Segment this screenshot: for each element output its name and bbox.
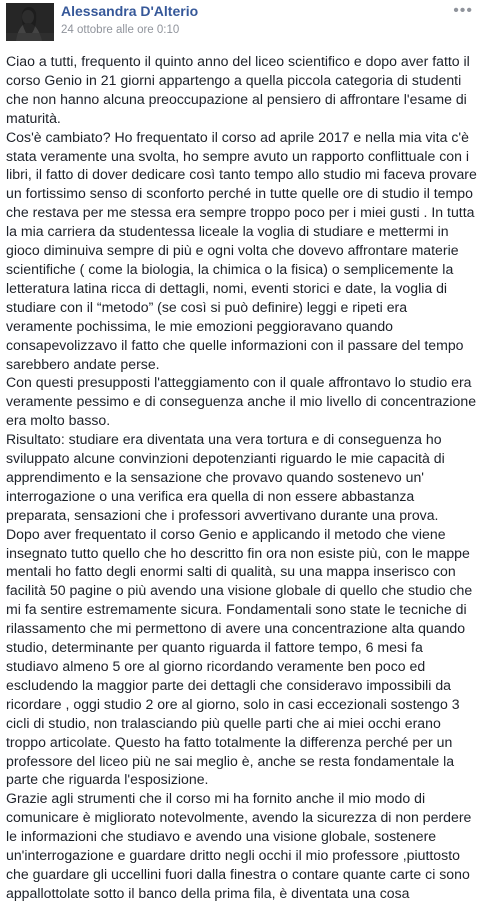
post-body	[6, 52, 477, 903]
post-paragraph: Dopo aver frequentato il corso Genio e applicando il metodo che viene insegnato tutto quello che ho descritto fin ora non esiste più, con le mappe mentali ho fatto degli enormi salti di qualità, su una mappa inserisco con facilità 50 pagine o più avendo una visione globale di quello che studio che mi fa sentire estremamente sicura. Fondamentali sono state le tecniche di rilassamento che mi permettono di avere una concentrazione alta quando studio, determinante per quanto riguarda il fattore tempo, 6 mesi fa studiavo almeno 5 ore al giorno ricordando veramente ben poco ed escludendo la maggior parte dei dettagli che consideravo impossibili da ricordare , oggi studio 2 ore al giorno, solo in casi eccezionali sostengo 3 cicli di studio, non tralasciando più quelle parti che ai miei occhi erano troppo articolate. Questo ha fatto totalmente la differenza perché per un professore del liceo più ne sai meglio è, anche se resta fondamentale la parte che riguarda l'esposizione.	[6, 525, 473, 788]
post-paragraph: Con questi presupposti l'atteggiamento con il quale affrontavo lo studio era veramente pessimo e di conseguenza anche il mio livello di concentrazione era molto basso.	[6, 374, 477, 429]
author-name[interactable]: Alessandra D'Alterio	[61, 3, 199, 19]
post-paragraph: Grazie agli strumenti che il corso mi ha fornito anche il mio modo di comunicare è migliorato notevolmente, avendo la sicurezza di non perdere le informazioni che studiavo e avendo una visione globale, sostenere un'interrogazione e guardare dritto negli occhi il mio professore ,piuttosto che guardare gli uccellini fuori dalla finestra o contare quante carte ci sono appallottolate sotto il banco della prima fila, è diventata una cosa	[6, 790, 472, 901]
profile-photo-icon	[6, 3, 54, 41]
post-paragraph: Cos'è cambiato? Ho frequentato il corso ad aprile 2017 e nella mia vita c'è stata veramente una svolta, ho sempre avuto un rapporto conflittuale con i libri, il fatto di dover dedicare così tanto tempo allo studio mi faceva provare un fortissimo senso di sconforto perché in tutte quelle ore di studio il tempo che restava per me stessa era sempre troppo poco per i miei gusti . In tutta la mia carriera da studentessa liceale la voglia di studiare e mettermi in gioco diminuiva sempre di più e ogni volta che dovevo affrontare materie scientifiche ( come la biologia, la chimica o la fisica) o semplicemente la letteratura latina ricca di dettagli, nomi, eventi storici e date, la voglia di studiare con il “metodo” (se così si può definire) leggi e ripeti era veramente pochissima, le mie emozioni peggioravano quando consapevolizzavo il fatto che quelle informazioni con il passare del tempo sarebbero andate perse.	[6, 128, 477, 372]
post-header	[0, 0, 481, 44]
ellipsis-icon[interactable]: •••	[453, 2, 473, 19]
post-timestamp[interactable]: 24 ottobre alle ore 0:10	[61, 24, 180, 36]
post-paragraph: Ciao a tutti, frequento il quinto anno del liceo scientifico e dopo aver fatto il corso Genio in 21 giorni appartengo a quella piccola categoria di studenti che non hanno alcuna preoccupazione al pensiero di affrontare l'esame di maturità.	[6, 53, 470, 126]
avatar[interactable]	[6, 3, 54, 41]
post-paragraph: Risultato: studiare era diventata una vera tortura e di conseguenza ho sviluppato alcune convinzioni depotenzianti riguardo le mie capacità di apprendimento e la sensazione che provavo quando sostenevo un' interrogazione o una verifica era quella di non essere abbastanza preparata, sensazioni che i professori avvertivano durante una prova.	[6, 431, 445, 523]
